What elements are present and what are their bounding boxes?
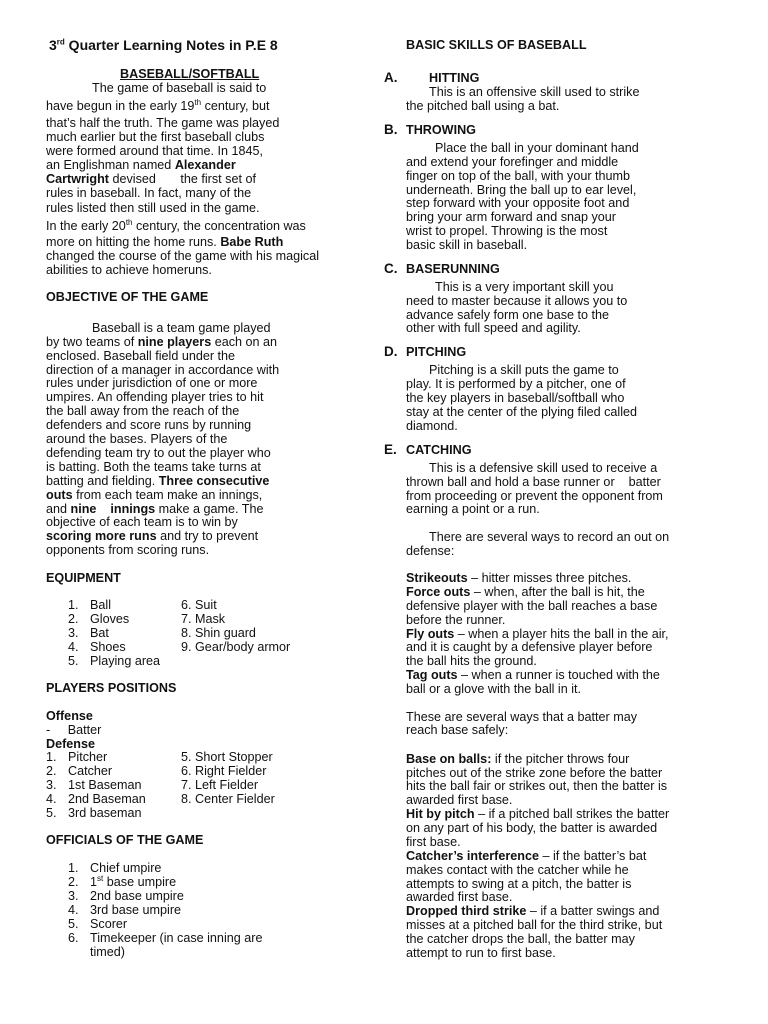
list-item: Base on balls: if the pitcher throws four	[406, 752, 630, 766]
players-heading: PLAYERS POSITIONS	[46, 681, 177, 695]
list-item: 5. Short Stopper	[181, 750, 273, 764]
list-item: awarded first base.	[406, 793, 513, 807]
offense-item: - Batter	[46, 723, 102, 737]
list-item: ball or a glove with the ball in it.	[406, 682, 582, 696]
list-item: 6. Right Fielder	[181, 764, 267, 778]
list-item: makes contact with the catcher while he	[406, 863, 629, 877]
list-item: 2. Gloves	[68, 612, 130, 626]
list-item: 5. 3rd baseman	[46, 806, 142, 820]
list-item: 3. Bat	[68, 626, 109, 640]
list-item: 4. 2nd Baseman	[46, 792, 146, 806]
objective-heading: OBJECTIVE OF THE GAME	[46, 290, 209, 304]
list-item: 6. Timekeeper (in case inning are	[68, 931, 263, 945]
list-item: 2. Catcher	[46, 764, 113, 778]
list-item: attempt to run to first base.	[406, 946, 556, 960]
list-item: Tag outs – when a runner is touched with the	[406, 668, 660, 682]
list-item: 2. 1st base umpire	[68, 873, 177, 889]
list-item: pitches out of the strike zone before the batter	[406, 766, 663, 780]
list-item: on any part of his body, the batter is awarded	[406, 821, 658, 835]
skills-heading: BASIC SKILLS OF BASEBALL	[406, 38, 587, 52]
defense-label: Defense	[46, 737, 95, 751]
officials-heading: OFFICIALS OF THE GAME	[46, 833, 204, 847]
hitting-title: HITTING	[429, 71, 480, 85]
list-item: 7. Mask	[181, 612, 226, 626]
list-item: 6. Suit	[181, 598, 217, 612]
list-item: awarded first base.	[406, 890, 513, 904]
list-item: 9. Gear/body armor	[181, 640, 291, 654]
section-title: BASEBALL/SOFTBALL	[120, 67, 260, 81]
throwing-title: THROWING	[406, 123, 476, 137]
section-letter: B.	[384, 122, 398, 137]
pitching-title: PITCHING	[406, 345, 467, 359]
list-item: Fly outs – when a player hits the ball in the air,	[406, 627, 669, 641]
list-item: 1. Ball	[68, 598, 112, 612]
equipment-heading: EQUIPMENT	[46, 571, 121, 585]
list-item: misses at a pitched ball for the third strike, but	[406, 918, 663, 932]
list-item: 5. Playing area	[68, 654, 161, 668]
baserunning-title: BASERUNNING	[406, 262, 500, 276]
catching-title: CATCHING	[406, 443, 472, 457]
list-item: the ball hits the ground.	[406, 654, 537, 668]
list-item: 1. Pitcher	[46, 750, 108, 764]
list-item: Catcher’s interference – if the batter’s bat	[406, 849, 647, 863]
section-letter: A.	[384, 70, 398, 85]
list-item: the catcher drops the ball, the batter may	[406, 932, 635, 946]
list-item: Strikeouts – hitter misses three pitches.	[406, 571, 632, 585]
list-item: Hit by pitch – if a pitched ball strikes the batter	[406, 807, 670, 821]
list-item: 5. Scorer	[68, 917, 128, 931]
offense-label: Offense	[46, 709, 93, 723]
list-item-continuation: timed)	[90, 945, 125, 959]
list-item: 1. Chief umpire	[68, 861, 162, 875]
page-title: 3rd Quarter Learning Notes in P.E 8	[49, 37, 278, 53]
list-item: Dropped third strike – if a batter swings and	[406, 904, 660, 918]
list-item: 3. 1st Baseman	[46, 778, 142, 792]
section-letter: C.	[384, 261, 398, 276]
list-item: first base.	[406, 835, 461, 849]
list-item: hits the ball fair or strikes out, then the batter is	[406, 779, 668, 793]
list-item: and it is caught by a defensive player before	[406, 640, 653, 654]
list-item: 8. Shin guard	[181, 626, 256, 640]
list-item: defensive player with the ball reaches a base	[406, 599, 658, 613]
list-item: 4. 3rd base umpire	[68, 903, 182, 917]
list-item: 3. 2nd base umpire	[68, 889, 184, 903]
section-letter: D.	[384, 344, 398, 359]
list-item: 7. Left Fielder	[181, 778, 259, 792]
section-letter: E.	[384, 442, 397, 457]
list-item: 4. Shoes	[68, 640, 126, 654]
list-item: 8. Center Fielder	[181, 792, 275, 806]
list-item: attempts to swing at a pitch, the batter is	[406, 877, 632, 891]
list-item: before the runner.	[406, 613, 506, 627]
list-item: Force outs – when, after the ball is hit, the	[406, 585, 645, 599]
